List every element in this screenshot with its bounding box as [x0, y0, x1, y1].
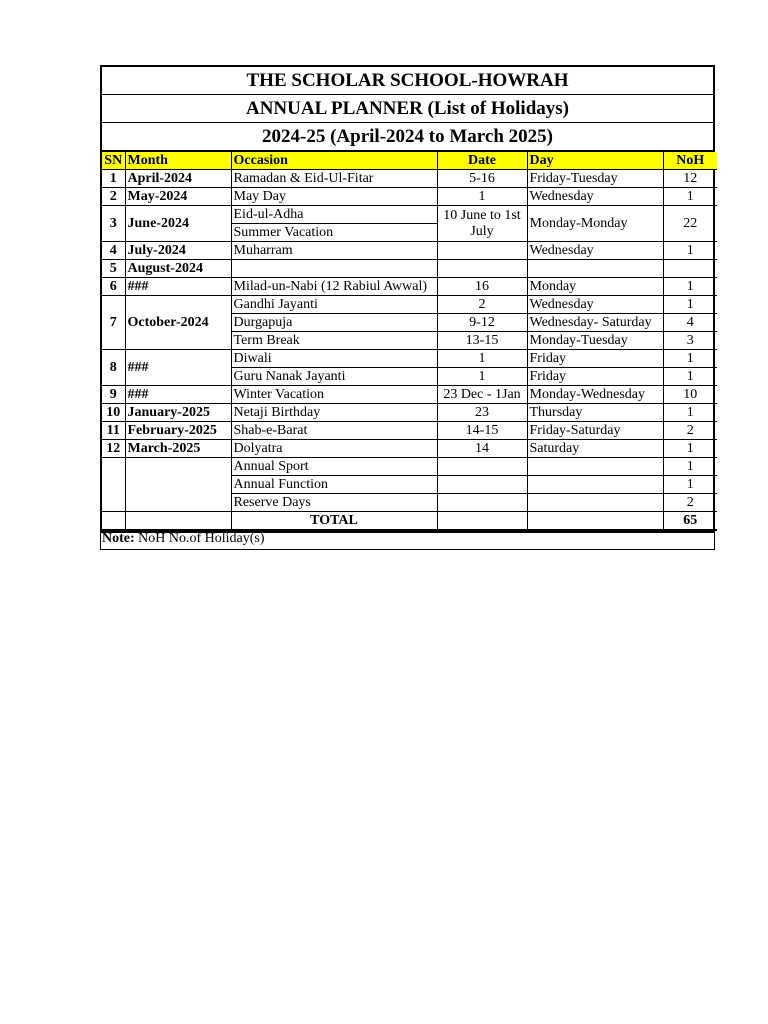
row-day	[527, 260, 663, 278]
row-noh: 1	[663, 188, 717, 206]
row-date: 9-12	[437, 314, 527, 332]
row-day: Wednesday	[527, 188, 663, 206]
row-occasion: Annual Function	[231, 476, 437, 494]
col-header-date: Date	[437, 152, 527, 170]
row-day: Monday-Monday	[527, 206, 663, 242]
row-sn: 11	[102, 422, 125, 440]
school-title: THE SCHOLAR SCHOOL-HOWRAH	[102, 67, 713, 95]
period-title: 2024-25 (April-2024 to March 2025)	[102, 123, 713, 152]
row-date: 5-16	[437, 170, 527, 188]
row-day-empty	[527, 494, 663, 512]
row-date: 10 June to 1st July	[437, 206, 527, 242]
total-sn-empty	[102, 512, 125, 531]
row-date	[437, 242, 527, 260]
row-sn: 2	[102, 188, 125, 206]
total-date-empty	[437, 512, 527, 531]
row-sn: 4	[102, 242, 125, 260]
table-row	[102, 440, 717, 458]
total-month-empty	[125, 512, 231, 531]
row-month: July-2024	[125, 242, 231, 260]
row-sn: 7	[102, 296, 125, 350]
row-occasion: Netaji Birthday	[231, 404, 437, 422]
row-noh: 2	[663, 422, 717, 440]
row-month: October-2024	[125, 296, 231, 350]
row-month-empty	[125, 458, 231, 512]
table-row	[102, 458, 717, 476]
table-row	[102, 404, 717, 422]
row-occasion: Term Break	[231, 332, 437, 350]
row-date-empty	[437, 476, 527, 494]
row-date-empty	[437, 494, 527, 512]
row-occasion: Reserve Days	[231, 494, 437, 512]
holiday-planner-sheet	[100, 65, 715, 533]
row-date: 1	[437, 350, 527, 368]
row-date: 13-15	[437, 332, 527, 350]
row-day-empty	[527, 476, 663, 494]
row-noh: 1	[663, 440, 717, 458]
row-month: ###	[125, 350, 231, 386]
total-row	[102, 512, 717, 531]
row-noh: 1	[663, 368, 717, 386]
row-noh: 12	[663, 170, 717, 188]
note-text: NoH No.of Holiday(s)	[134, 531, 265, 546]
row-occasion: Dolyatra	[231, 440, 437, 458]
row-occasion: Shab-e-Barat	[231, 422, 437, 440]
row-day: Friday	[527, 368, 663, 386]
row-date: 16	[437, 278, 527, 296]
table-row	[102, 242, 717, 260]
row-sn-empty	[102, 458, 125, 512]
row-occasion: Guru Nanak Jayanti	[231, 368, 437, 386]
row-date: 1	[437, 368, 527, 386]
row-occasion: Ramadan & Eid-Ul-Fitar	[231, 170, 437, 188]
row-noh: 1	[663, 404, 717, 422]
row-month: ###	[125, 386, 231, 404]
row-noh: 1	[663, 242, 717, 260]
row-month: May-2024	[125, 188, 231, 206]
table-row	[102, 278, 717, 296]
row-day: Wednesday	[527, 296, 663, 314]
table-header-row	[102, 152, 717, 170]
col-header-month: Month	[125, 152, 231, 170]
row-day: Monday-Wednesday	[527, 386, 663, 404]
row-month: February-2025	[125, 422, 231, 440]
row-occasion: Milad-un-Nabi (12 Rabiul Awwal)	[231, 278, 437, 296]
row-day: Wednesday	[527, 242, 663, 260]
row-sn: 5	[102, 260, 125, 278]
row-occasion: May Day	[231, 188, 437, 206]
row-occasion: Durgapuja	[231, 314, 437, 332]
row-date-empty	[437, 458, 527, 476]
table-row	[102, 386, 717, 404]
row-occasion: Gandhi Jayanti	[231, 296, 437, 314]
table-row	[102, 260, 717, 278]
row-noh: 3	[663, 332, 717, 350]
row-date: 23 Dec - 1Jan	[437, 386, 527, 404]
row-day: Monday-Tuesday	[527, 332, 663, 350]
row-sn: 10	[102, 404, 125, 422]
row-sn: 12	[102, 440, 125, 458]
row-occasion: Muharram	[231, 242, 437, 260]
holiday-table	[102, 152, 717, 531]
table-row	[102, 422, 717, 440]
note-label: Note:	[102, 531, 135, 546]
table-row	[102, 170, 717, 188]
row-occasion	[231, 260, 437, 278]
row-occasion: Summer Vacation	[231, 224, 437, 242]
row-sn: 8	[102, 350, 125, 386]
row-month: ###	[125, 278, 231, 296]
row-day: Saturday	[527, 440, 663, 458]
row-month: January-2025	[125, 404, 231, 422]
col-header-sn: SN	[102, 152, 125, 170]
table-row	[102, 188, 717, 206]
col-header-occasion: Occasion	[231, 152, 437, 170]
row-day: Thursday	[527, 404, 663, 422]
planner-title: ANNUAL PLANNER (List of Holidays)	[102, 95, 713, 123]
col-header-noh: NoH	[663, 152, 717, 170]
col-header-day: Day	[527, 152, 663, 170]
row-date: 14	[437, 440, 527, 458]
row-occasion: Winter Vacation	[231, 386, 437, 404]
row-date	[437, 260, 527, 278]
table-row	[102, 296, 717, 314]
row-noh: 1	[663, 476, 717, 494]
row-day: Wednesday- Saturday	[527, 314, 663, 332]
row-noh: 1	[663, 458, 717, 476]
row-occasion: Annual Sport	[231, 458, 437, 476]
row-occasion: Eid-ul-Adha	[231, 206, 437, 224]
row-noh: 4	[663, 314, 717, 332]
row-noh: 1	[663, 350, 717, 368]
row-date: 23	[437, 404, 527, 422]
row-noh: 10	[663, 386, 717, 404]
row-noh: 1	[663, 278, 717, 296]
row-date: 2	[437, 296, 527, 314]
row-noh: 1	[663, 296, 717, 314]
total-value: 65	[663, 512, 717, 531]
row-noh	[663, 260, 717, 278]
row-day: Monday	[527, 278, 663, 296]
row-sn: 1	[102, 170, 125, 188]
row-noh: 2	[663, 494, 717, 512]
row-day: Friday-Saturday	[527, 422, 663, 440]
table-row	[102, 206, 717, 224]
row-month: August-2024	[125, 260, 231, 278]
row-day: Friday	[527, 350, 663, 368]
row-sn: 6	[102, 278, 125, 296]
row-day: Friday-Tuesday	[527, 170, 663, 188]
row-day-empty	[527, 458, 663, 476]
row-month: April-2024	[125, 170, 231, 188]
row-month: March-2025	[125, 440, 231, 458]
total-label: TOTAL	[231, 512, 437, 531]
total-day-empty	[527, 512, 663, 531]
row-date: 1	[437, 188, 527, 206]
row-date: 14-15	[437, 422, 527, 440]
row-month: June-2024	[125, 206, 231, 242]
row-sn: 9	[102, 386, 125, 404]
footnote	[100, 530, 715, 550]
row-sn: 3	[102, 206, 125, 242]
row-occasion: Diwali	[231, 350, 437, 368]
table-row	[102, 350, 717, 368]
row-noh: 22	[663, 206, 717, 242]
